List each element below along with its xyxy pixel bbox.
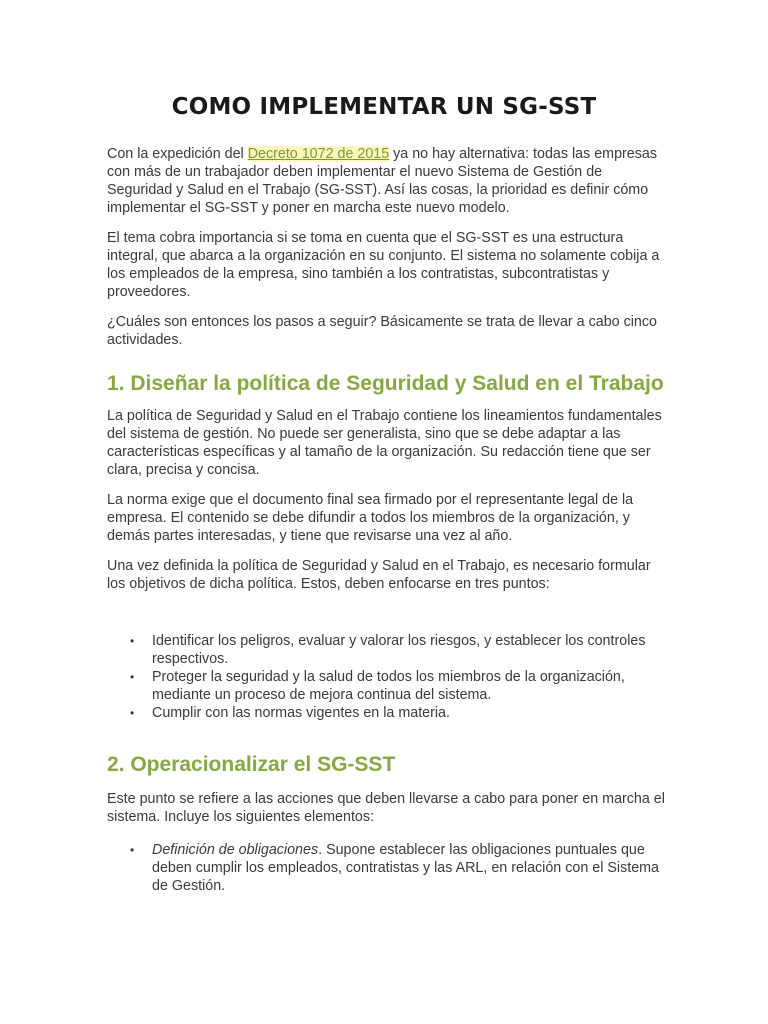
intro-paragraph-3: ¿Cuáles son entonces los pasos a seguir? Básicamente se trata de llevar a cabo cinco actividades. — [107, 314, 657, 348]
section-1-heading: 1. Diseñar la política de Seguridad y Salud en el Trabajo — [107, 372, 664, 395]
section-1-paragraph-2: La norma exige que el documento final sea firmado por el representante legal de la empresa. El contenido se debe difundir a todos los miembros de la organización, y demás partes interesadas, y tiene que revisarse una vez al año. — [107, 492, 634, 544]
decreto-link[interactable]: Decreto 1072 de 2015 — [247, 146, 390, 162]
objectives-list — [107, 632, 667, 722]
section-1-paragraph-1: La política de Seguridad y Salud en el Trabajo contiene los lineamientos fundamentales del sistema de gestión. No puede ser generalista, sino que se debe adaptar a las características específicas y al tamaño de la organización. Su redacción tiene que ser clara, precisa y concisa. — [107, 408, 662, 478]
bullet-emphasis: Definición de obligaciones — [152, 842, 319, 858]
list-item: • Definición de obligaciones. Supone establecer las obligaciones puntuales que deben cumplir los empleados, contratistas y las ARL, en relación con el Sistema de Gestión. — [130, 842, 660, 894]
bullet-icon: • — [130, 634, 135, 648]
section-2-heading: 2. Operacionalizar el SG-SST — [107, 753, 396, 776]
document-title: COMO IMPLEMENTAR UN SG-SST — [171, 94, 597, 120]
bullet-icon: • — [130, 706, 135, 720]
bullet-icon: • — [130, 843, 135, 857]
list-item: • Proteger la seguridad y la salud de todos los miembros de la organización, mediante un proceso de mejora continua del sistema. — [130, 669, 625, 703]
elements-list — [107, 841, 667, 895]
section-2-bullets — [107, 841, 667, 895]
list-item: • Identificar los peligros, evaluar y valorar los riesgos, y establecer los controles respectivos. — [130, 633, 646, 667]
list-item: • Cumplir con las normas vigentes en la materia. — [130, 705, 450, 721]
intro-paragraph-2: El tema cobra importancia si se toma en cuenta que el SG-SST es una estructura integral, que abarca a la organización en su conjunto. El sistema no solamente cobija a los empleados de la empresa, sino también a los contratistas, subcontratistas y proveedores. — [107, 230, 660, 300]
intro-paragraph-1 — [107, 145, 667, 217]
intro-p1-after: ya no hay alternativa: todas las empresas con más de un trabajador deben implementar el nuevo Sistema de Gestión de Seguridad y Salud en el Trabajo (SG-SST). Así las cosas, la prioridad es definir cómo implementar el SG-SST y poner en marcha este nuevo modelo. — [107, 146, 658, 216]
section-1 — [107, 371, 667, 605]
intro-section — [107, 145, 667, 361]
bullet-icon: • — [130, 670, 135, 684]
section-1-bullets — [107, 632, 667, 722]
section-2 — [107, 752, 667, 838]
section-1-paragraph-3: Una vez definida la política de Seguridad y Salud en el Trabajo, es necesario formular los objetivos de dicha política. Estos, deben enfocarse en tres puntos: — [107, 558, 651, 592]
intro-p1-before: Con la expedición del — [107, 146, 248, 162]
section-2-paragraph-1: Este punto se refiere a las acciones que deben llevarse a cabo para poner en marcha el sistema. Incluye los siguientes elementos: — [107, 791, 665, 825]
